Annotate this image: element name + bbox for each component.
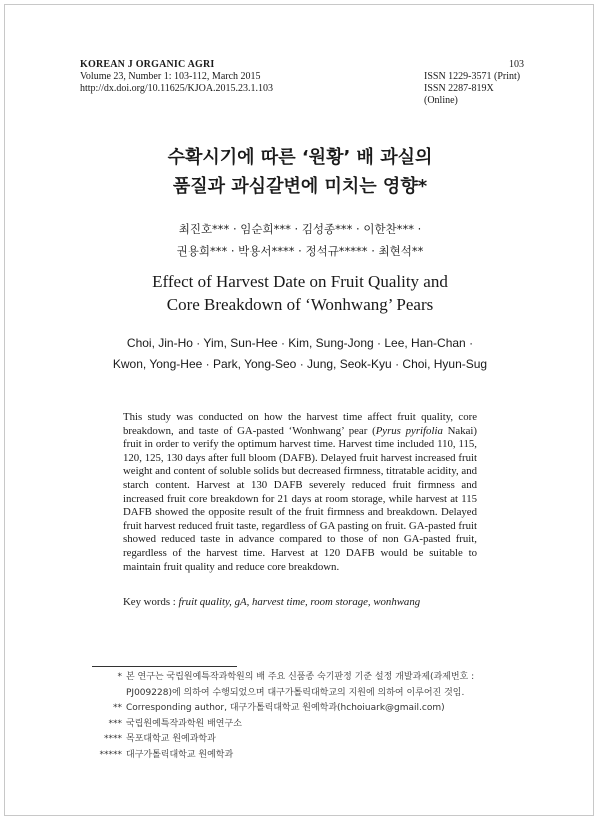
keywords	[123, 596, 477, 609]
footnotes	[80, 670, 528, 764]
english-title	[0, 270, 600, 316]
abstract-text-a: This study was conducted on how the harvest time affect fruit quality, core breakdown, and taste of GA-pasted ‘Wonhwang’ pear (	[123, 411, 477, 437]
footnote-text: 국립원예특작과학원 배연구소	[126, 718, 242, 729]
korean-title-line2: 품질과 과심갈변에 미치는 영향*	[172, 176, 428, 197]
footnote-divider	[92, 666, 237, 667]
footnote-mark: *	[117, 672, 122, 682]
footnote-1	[80, 670, 528, 686]
english-authors	[0, 333, 600, 375]
korean-authors	[0, 218, 600, 262]
korean-authors-line1: 최진호*** · 임순희*** · 김성종*** · 이한찬*** ·	[178, 222, 422, 236]
footnote-mark: *****	[99, 749, 122, 760]
footnote-text: Corresponding author, 대구가톨릭대학교 원예학과(hchoiuark@gmail.com)	[126, 703, 445, 714]
issn-online: ISSN 2287-819X (Online)	[424, 83, 494, 106]
footnote-2	[80, 701, 528, 717]
english-title-line2: Core Breakdown of ‘Wonhwang’ Pears	[166, 295, 434, 314]
page-number: 103	[509, 59, 524, 70]
footnote-4	[80, 732, 528, 748]
journal-header	[80, 59, 273, 95]
journal-name: KOREAN J ORGANIC AGRI	[80, 59, 215, 70]
species-name: Pyrus pyrifolia	[375, 424, 443, 437]
volume-info: Volume 23, Number 1: 103-112, March 2015	[80, 71, 261, 82]
keywords-label: Key words :	[123, 596, 179, 608]
korean-title	[0, 143, 600, 201]
english-title-line1: Effect of Harvest Date on Fruit Quality and	[152, 272, 448, 291]
english-authors-line2: Kwon, Yong-Hee · Park, Yong-Seo · Jung, Seok-Kyu · Choi, Hyun-Sug	[112, 357, 488, 371]
issn-header	[424, 59, 524, 107]
abstract	[123, 411, 477, 574]
footnote-mark: ***	[108, 718, 122, 729]
footnote-3	[80, 717, 528, 733]
footnote-5	[80, 748, 528, 764]
korean-authors-line2: 권용희*** · 박용서**** · 정석규***** · 최현석**	[176, 244, 424, 258]
footnote-mark: ****	[104, 734, 122, 745]
footnote-text: 목포대학교 원예과학과	[126, 734, 216, 745]
footnote-mark: **	[113, 703, 122, 714]
issn-print: ISSN 1229-3571 (Print)	[424, 71, 521, 82]
footnote-text: 대구가톨릭대학교 원예학과	[126, 749, 234, 760]
footnote-1-continuation: PJ009228)에 의하여 수행되었으며 대구가톨릭대학교의 지원에 의하여 이루어진 것임.	[126, 687, 465, 698]
keywords-values: fruit quality, gA, harvest time, room storage, wonhwang	[178, 596, 421, 608]
doi-link[interactable]: http://dx.doi.org/10.11625/KJOA.2015.23.1.103	[80, 83, 274, 94]
abstract-text-b: Nakai) fruit in order to verify the optimum harvest time. Harvest time included 110, 115, 120, 125, 130 days after full bloom (DAFB). Delayed fruit harvest increased fruit weight and content of soluble solids but decreased firmness, titratable acidity, and starch content. Harvest at 130 DAFB severely reduced fruit firmness and increased fruit core breakdown for 21 days at room storage, while harvest at 115 DAFB showed the opposite result of the fruit firmness and breakdown. Delayed fruit harvest reduced fruit taste, regardless of GA pasting on fruit. GA-pasted fruit showed reduced taste in advance compared to those of non GA-pasted fruit, regardless of the harvest time. Harvest at 120 DAFB would be suitable to maintain fruit quality and reduce core breakdown.	[123, 424, 477, 573]
korean-title-line1: 수확시기에 따른 ‘원황’ 배 과실의	[167, 147, 433, 168]
english-authors-line1: Choi, Jin-Ho · Yim, Sun-Hee · Kim, Sung-Jong · Lee, Han-Chan ·	[126, 336, 474, 350]
footnote-text: 본 연구는 국립원예특작과학원의 배 주요 신품종 숙기판정 기준 설정 개발과제(과제번호 :	[126, 672, 475, 682]
